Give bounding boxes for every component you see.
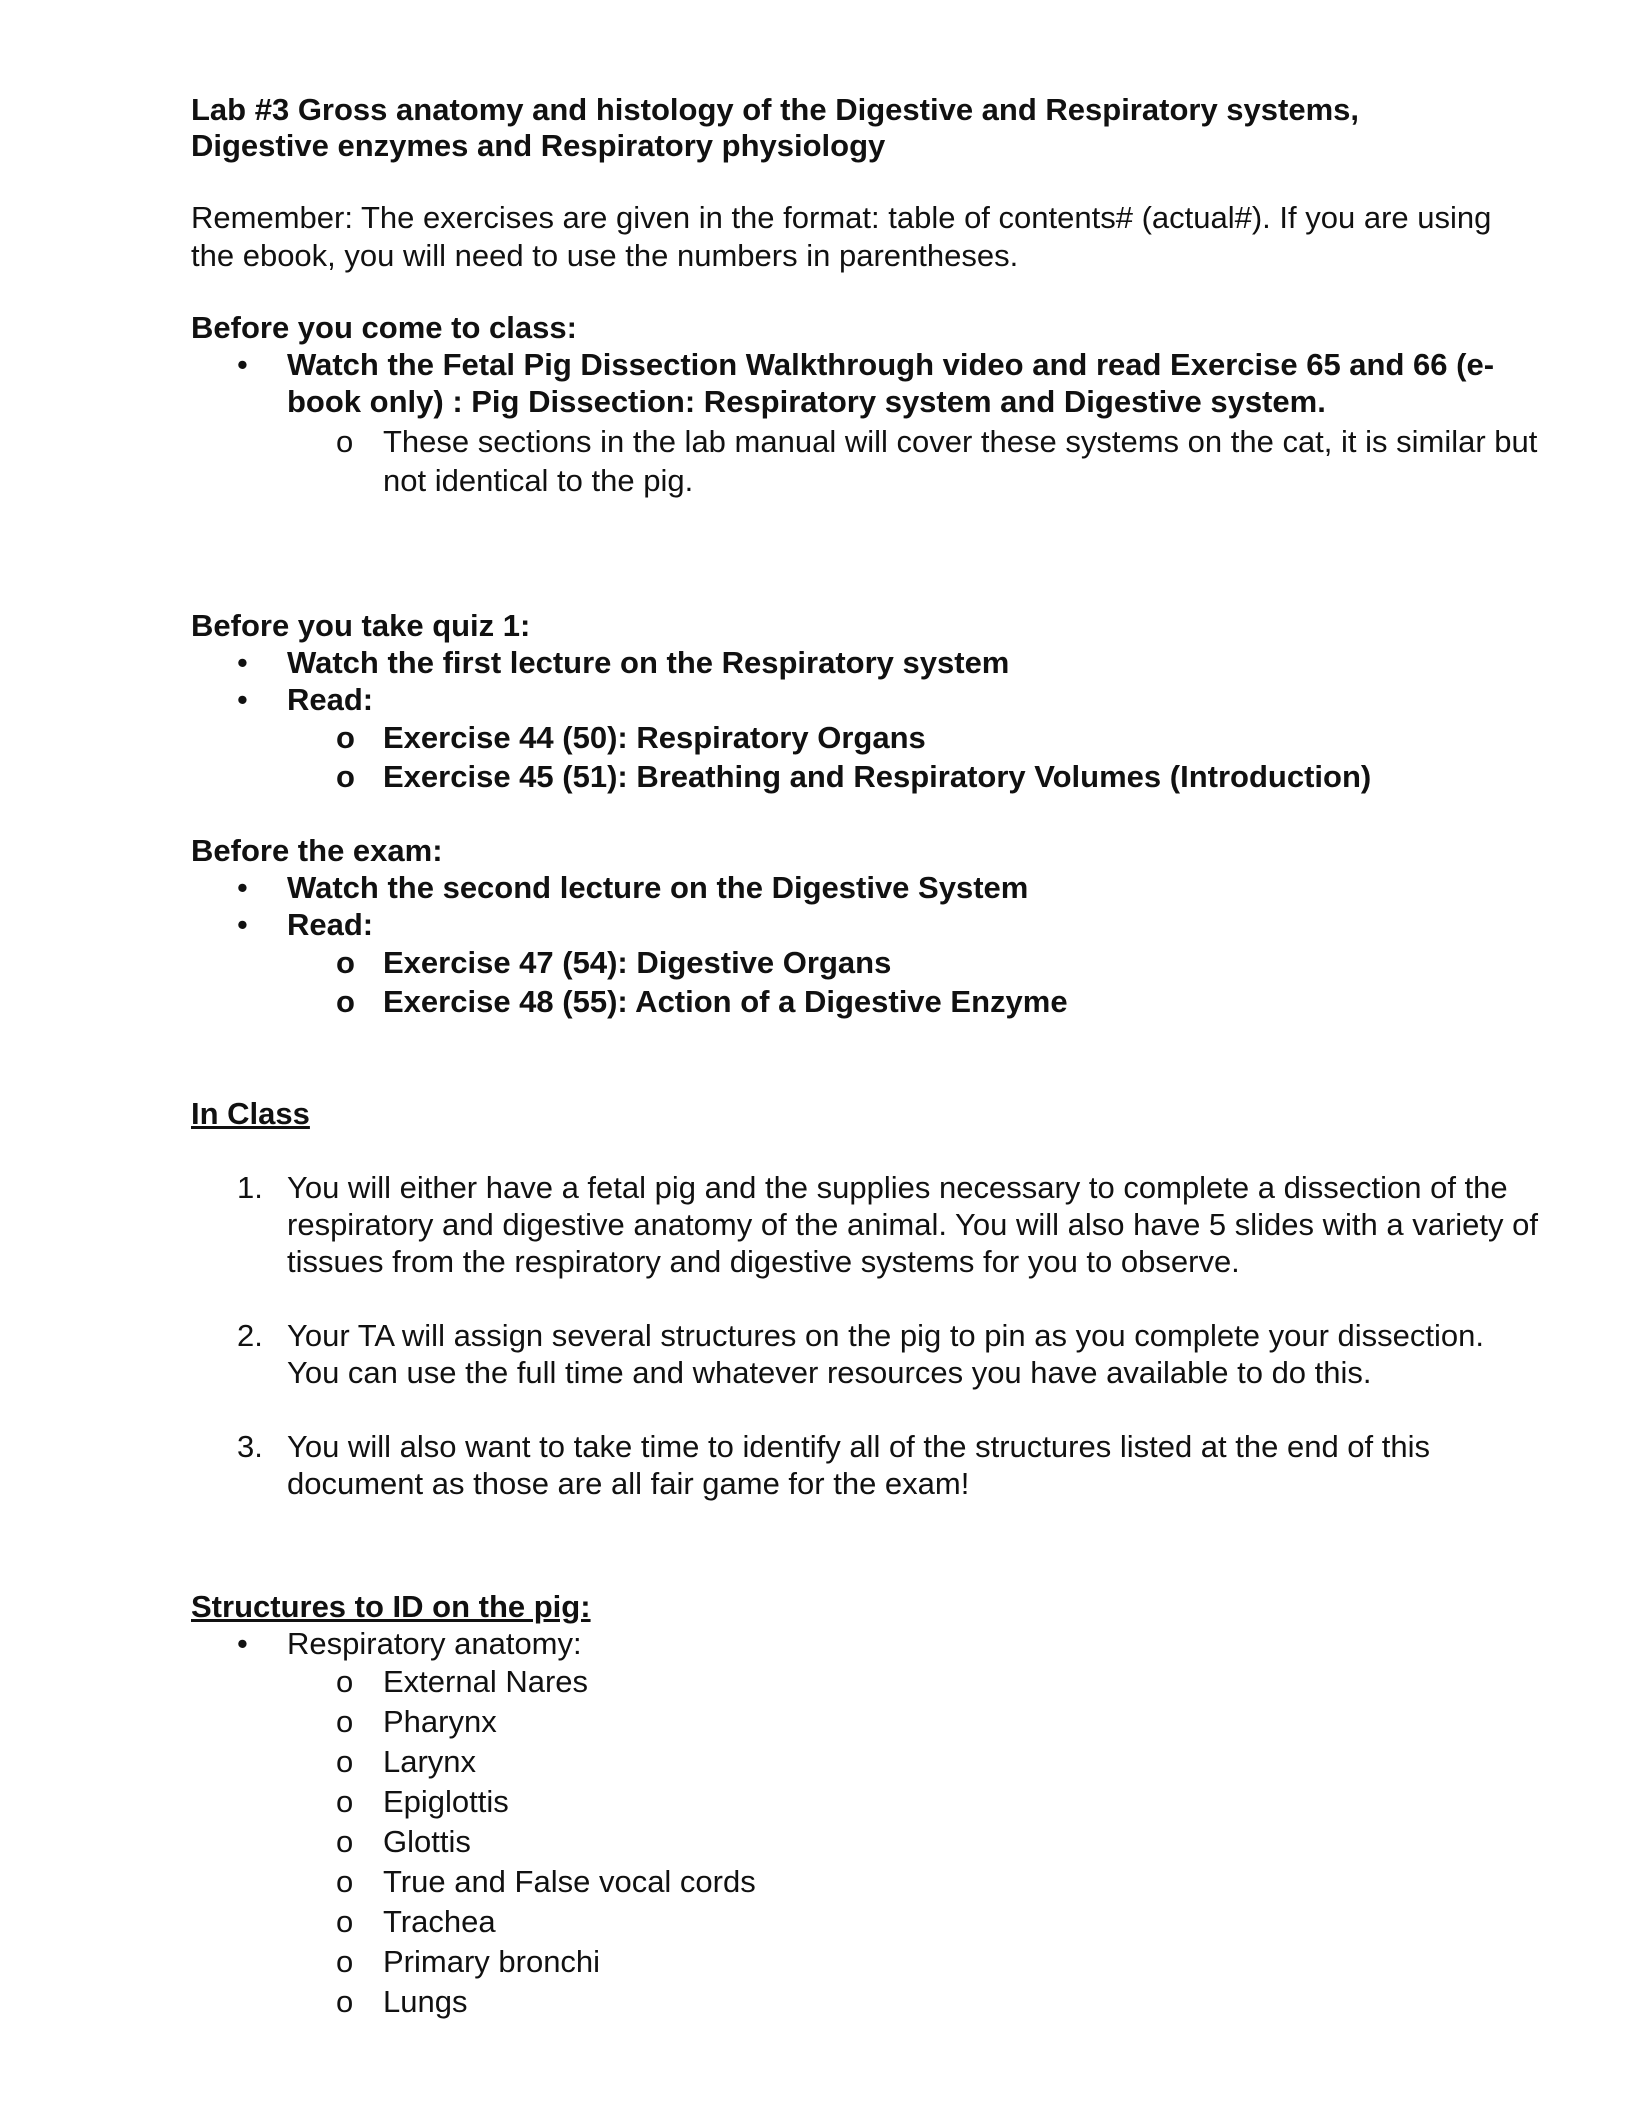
sub-bullet-icon: o — [336, 1664, 354, 1699]
sub-list-item-text: Pharynx — [383, 1704, 497, 1739]
bullet-icon: • — [237, 347, 248, 382]
sub-list-item-text: True and False vocal cords — [383, 1864, 756, 1899]
bullet-icon: • — [237, 1626, 248, 1661]
list-item-text: Read: — [287, 907, 374, 942]
sub-list-item-text: Epiglottis — [383, 1784, 509, 1819]
sub-list-item-text: Exercise 44 (50): Respiratory Organs — [383, 720, 926, 755]
before-class-heading: Before you come to class: — [191, 310, 577, 345]
list-item-text: Watch the Fetal Pig Dissection Walkthrough video and read Exercise 65 and 66 (e-book only) : Pig Dissection: Respiratory system and Digestive system. — [287, 347, 1495, 419]
before-exam-heading: Before the exam: — [191, 833, 443, 868]
list-item-text: Read: — [287, 682, 374, 717]
structures-list — [191, 1625, 1541, 2022]
list-item — [191, 346, 1541, 500]
sub-list — [287, 1662, 1541, 2022]
item-number: 1. — [237, 1170, 263, 1205]
sub-list-item-text: Glottis — [383, 1824, 471, 1859]
sub-list-item-text: Lungs — [383, 1984, 468, 2019]
numbered-item-text: You will either have a fetal pig and the supplies necessary to complete a dissection of the respiratory and digestive anatomy of the animal. You will also have 5 slides with a variety of tissues from the respiratory and digestive systems for you to observe. — [287, 1170, 1539, 1279]
sub-list-item — [191, 757, 1541, 796]
list-item — [191, 869, 1541, 906]
before-quiz-section — [191, 607, 1541, 796]
sub-bullet-icon: o — [336, 1824, 354, 1859]
sub-bullet-icon: o — [336, 1944, 354, 1979]
numbered-item — [191, 1428, 1541, 1502]
sub-list-item-text: Larynx — [383, 1744, 477, 1779]
list-item-text: Respiratory anatomy: — [287, 1626, 582, 1661]
sub-list — [287, 943, 1541, 1021]
structures-heading: Structures to ID on the pig: — [191, 1589, 591, 1624]
sub-list — [287, 422, 1541, 500]
before-quiz-list — [191, 644, 1541, 796]
sub-bullet-icon: o — [336, 720, 355, 755]
list-item — [191, 906, 1541, 1021]
before-exam-list — [191, 869, 1541, 1021]
before-quiz-heading: Before you take quiz 1: — [191, 608, 531, 643]
sub-list-item-text: Primary bronchi — [383, 1944, 601, 1979]
sub-list-item — [191, 982, 1541, 1021]
document-page — [191, 92, 1541, 2022]
list-item-text: Watch the second lecture on the Digestive System — [287, 870, 1029, 905]
before-exam-section — [191, 832, 1541, 1021]
list-item — [191, 681, 1541, 796]
bullet-icon: • — [237, 645, 248, 680]
sub-list-item — [191, 1782, 1541, 1822]
before-class-section — [191, 309, 1541, 500]
sub-list-item-text: Trachea — [383, 1904, 496, 1939]
in-class-heading: In Class — [191, 1096, 310, 1131]
sub-bullet-icon: o — [336, 1784, 354, 1819]
sub-list-item — [191, 943, 1541, 982]
sub-list-item — [191, 1862, 1541, 1902]
sub-list — [287, 718, 1541, 796]
sub-list-item-text: Exercise 45 (51): Breathing and Respiratory Volumes (Introduction) — [383, 759, 1372, 794]
sub-bullet-icon: o — [336, 1704, 354, 1739]
sub-bullet-icon: o — [336, 1744, 354, 1779]
sub-bullet-icon: o — [336, 984, 355, 1019]
sub-bullet-icon: o — [336, 1904, 354, 1939]
numbered-item — [191, 1169, 1541, 1280]
title-line-2: Digestive enzymes and Respiratory physiology — [191, 128, 886, 163]
numbered-item — [191, 1317, 1541, 1391]
sub-list-item — [191, 1742, 1541, 1782]
document-title — [191, 92, 1541, 164]
item-number: 3. — [237, 1429, 263, 1464]
list-item — [191, 1625, 1541, 2022]
sub-list-item — [191, 1982, 1541, 2022]
in-class-list — [191, 1169, 1541, 1502]
numbered-item-text: You will also want to take time to identify all of the structures listed at the end of this document as those are all fair game for the exam! — [287, 1429, 1431, 1501]
sub-bullet-icon: o — [336, 1864, 354, 1899]
sub-list-item-text: Exercise 48 (55): Action of a Digestive Enzyme — [383, 984, 1068, 1019]
sub-bullet-icon: o — [336, 424, 354, 459]
before-class-list — [191, 346, 1541, 500]
sub-list-item — [191, 718, 1541, 757]
remember-note: Remember: The exercises are given in the format: table of contents# (actual#). If you are using the ebook, you will need to use the numbers in parentheses. — [191, 200, 1492, 273]
list-item — [191, 644, 1541, 681]
sub-list-item-text: These sections in the lab manual will cover these systems on the cat, it is similar but not identical to the pig. — [383, 424, 1538, 498]
structures-section — [191, 1588, 1541, 2022]
bullet-icon: • — [237, 682, 248, 717]
sub-bullet-icon: o — [336, 1984, 354, 2019]
bullet-icon: • — [237, 907, 248, 942]
bullet-icon: • — [237, 870, 248, 905]
sub-list-item-text: External Nares — [383, 1664, 589, 1699]
title-line-1: Lab #3 Gross anatomy and histology of the Digestive and Respiratory systems, — [191, 92, 1359, 127]
sub-list-item — [191, 1942, 1541, 1982]
sub-bullet-icon: o — [336, 759, 355, 794]
sub-bullet-icon: o — [336, 945, 355, 980]
sub-list-item — [191, 1702, 1541, 1742]
in-class-section — [191, 1095, 1541, 1502]
numbered-item-text: Your TA will assign several structures on the pig to pin as you complete your dissection. You can use the full time and whatever resources you have available to do this. — [287, 1318, 1484, 1390]
sub-list-item — [191, 1662, 1541, 1702]
sub-list-item — [191, 1822, 1541, 1862]
sub-list-item — [191, 1902, 1541, 1942]
item-number: 2. — [237, 1318, 263, 1353]
sub-list-item — [191, 422, 1541, 500]
sub-list-item-text: Exercise 47 (54): Digestive Organs — [383, 945, 892, 980]
list-item-text: Watch the first lecture on the Respiratory system — [287, 645, 1010, 680]
